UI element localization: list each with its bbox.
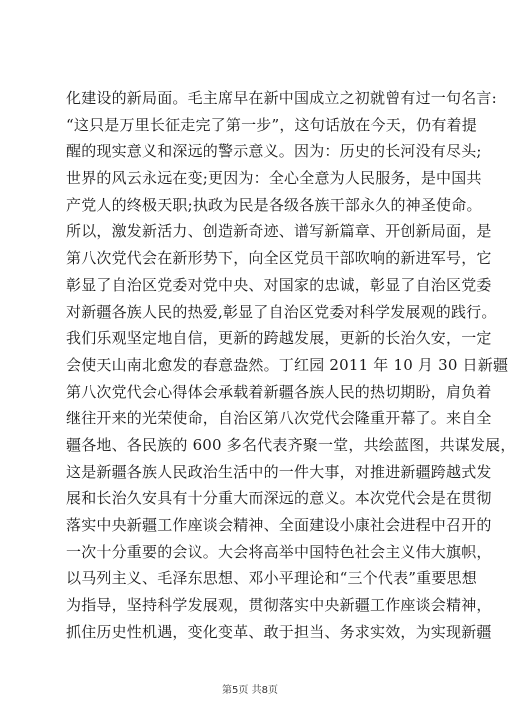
body-text	[66, 85, 516, 645]
page-footer	[0, 681, 500, 696]
text-line: 化建设的新局面。毛主席早在新中国成立之初就曾有过一句名言:	[66, 89, 497, 107]
text-line: 一次十分重要的会议。大会将高举中国特色社会主义伟大旗帜，	[66, 542, 492, 561]
text-line: 为指导，坚持科学发展观，贯彻落实中央新疆工作座谈会精神，	[66, 596, 492, 615]
text-line: 抓住历史性机遇，变化变革、敢于担当、务求实效，为实现新疆	[66, 622, 492, 641]
text-line: 展和长治久安具有十分重大而深远的意义。本次党代会是在贯彻	[66, 489, 492, 508]
text-line: 对新疆各族人民的热爱,彰显了自治区党委对科学发展观的践行。	[66, 302, 497, 321]
text-line: 第八次党代会心得体会承载着新疆各族人民的热切期盼，肩负着	[66, 382, 492, 401]
text-line: 落实中央新疆工作座谈会精神、全面建设小康社会进程中召开的	[66, 516, 492, 534]
text-line: 这是新疆各族人民政治生活中的一件大事，对推进新疆跨越式发	[66, 462, 492, 481]
text-line: 以马列主义、毛泽东思想、邓小平理论和“三个代表”重要思想	[66, 569, 477, 588]
text-line: “这只是万里长征走完了第一步”，这句话放在今天，仍有着提	[66, 115, 477, 134]
text-line: 我们乐观坚定地自信，更新的跨越发展，更新的长治久安，一定	[66, 329, 492, 348]
text-line: 会使天山南北愈发的春意盎然。丁红园 2011 年 10 月 30 日新疆	[66, 355, 509, 374]
text-line: 醒的现实意义和深远的警示意义。因为：历史的长河没有尽头;	[66, 142, 482, 161]
text-line: 继往开来的光荣使命，自治区第八次党代会隆重开幕了。来自全	[66, 409, 492, 428]
text-line: 世界的风云永远在变;更因为：全心全意为人民服务，是中国共	[66, 169, 482, 188]
text-line: 产党人的终极天职;执政为民是各级各族干部永久的神圣使命。	[66, 195, 482, 214]
page-number-label: 第5页 共8页	[222, 685, 278, 696]
text-line: 疆各地、各民族的 600 多名代表齐聚一堂，共绘蓝图，共谋发展，	[66, 435, 516, 454]
text-line: 彰显了自治区党委对党中央、对国家的忠诚，彰显了自治区党委	[66, 275, 492, 294]
text-line: 所以，激发新活力、创造新奇迹、谱写新篇章、开创新局面，是	[66, 222, 492, 241]
text-line: 第八次党代会在新形势下，向全区党员干部吹响的新进军号，它	[66, 249, 492, 268]
